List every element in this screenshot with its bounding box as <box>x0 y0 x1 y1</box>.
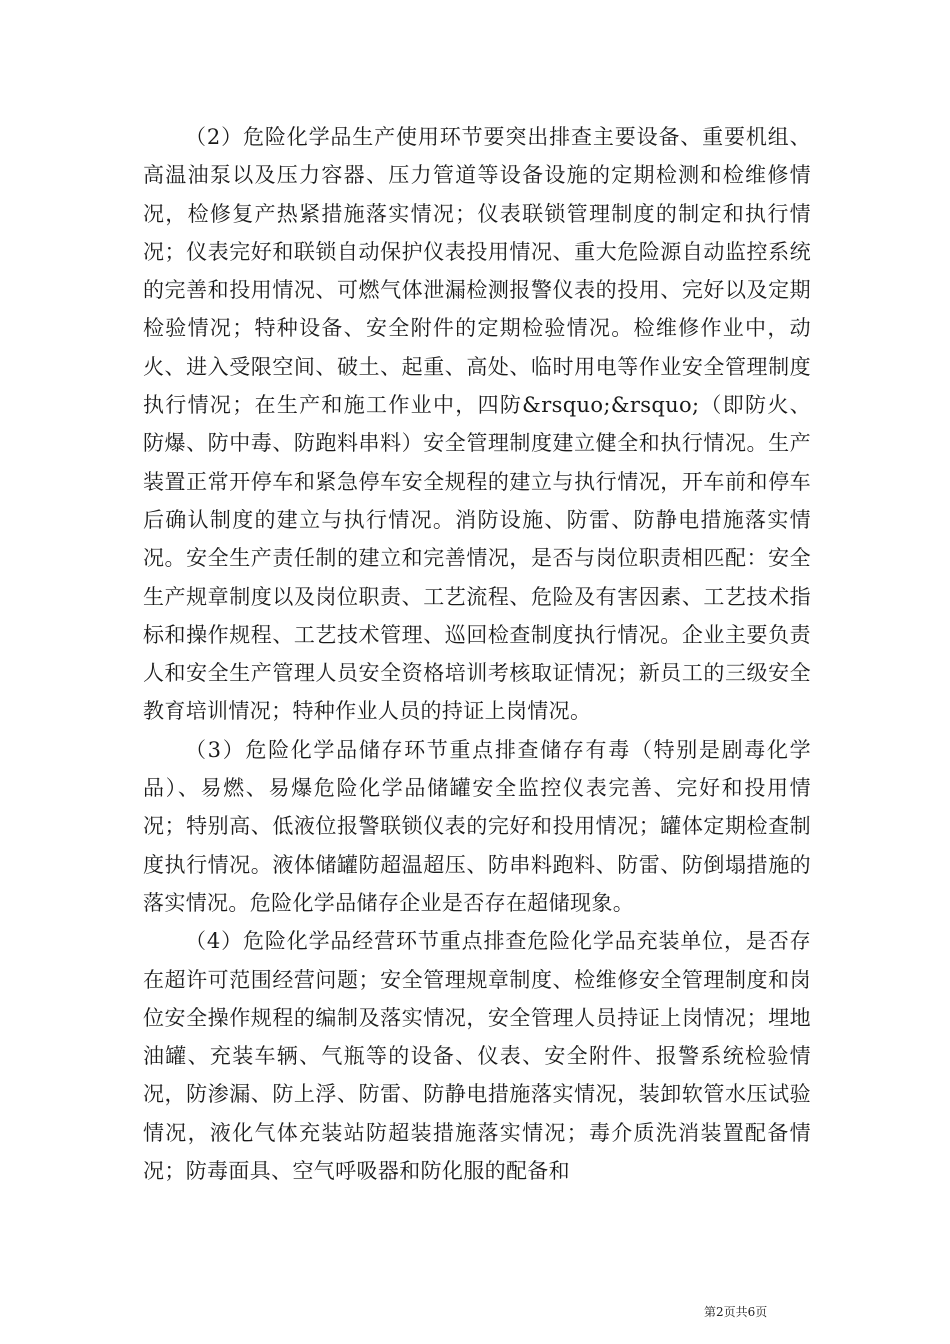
paragraph-operation: （4）危险化学品经营环节重点排查危险化学品充装单位，是否存在超许可范围经营问题；安全管理规章制度、检维修安全管理制度和岗位安全操作规程的编制及落实情况，安全管理人员持证上岗情况；埋地油罐、充装车辆、气瓶等的设备、仪表、安全附件、报警系统检验情况，防渗漏、防上浮、防雷、防静电措施落实情况，装卸软管水压试验情况，液化气体充装站防超装措施落实情况；毒介质洗消装置配备情况；防毒面具、空气呼吸器和防化服的配备和 <box>143 929 811 1184</box>
page-number: 第2页共6页 <box>704 1305 768 1319</box>
document-body <box>143 118 811 1190</box>
paragraph-storage: （3）危险化学品储存环节重点排查储存有毒（特别是剧毒化学品）、易燃、易爆危险化学品储罐安全监控仪表完善、完好和投用情况；特别高、低液位报警联锁仪表的完好和投用情况；罐体定期检查制度执行情况。液体储罐防超温超压、防串料跑料、防雷、防倒塌措施的落实情况。危险化学品储存企业是否存在超储现象。 <box>143 737 811 915</box>
paragraph-production: （2）危险化学品生产使用环节要突出排查主要设备、重要机组、高温油泵以及压力容器、压力管道等设备设施的定期检测和检维修情况，检修复产热紧措施落实情况；仪表联锁管理制度的制定和执行情况；仪表完好和联锁自动保护仪表投用情况、重大危险源自动监控系统的完善和投用情况、可燃气体泄漏检测报警仪表的投用、完好以及定期检验情况；特种设备、安全附件的定期检验情况。检维修作业中，动火、进入受限空间、破土、起重、高处、临时用电等作业安全管理制度执行情况；在生产和施工作业中，四防&rsquo;&rsquo;（即防火、防爆、防中毒、防跑料串料）安全管理制度建立健全和执行情况。生产装置正常开停车和紧急停车安全规程的建立与执行情况，开车前和停车后确认制度的建立与执行情况。消防设施、防雷、防静电措施落实情况。安全生产责任制的建立和完善情况，是否与岗位职责相匹配：安全生产规章制度以及岗位职责、工艺流程、危险及有害因素、工艺技术指标和操作规程、工艺技术管理、巡回检查制度执行情况。企业主要负责人和安全生产管理人员安全资格培训考核取证情况；新员工的三级安全教育培训情况；特种作业人员的持证上岗情况。 <box>143 125 811 724</box>
